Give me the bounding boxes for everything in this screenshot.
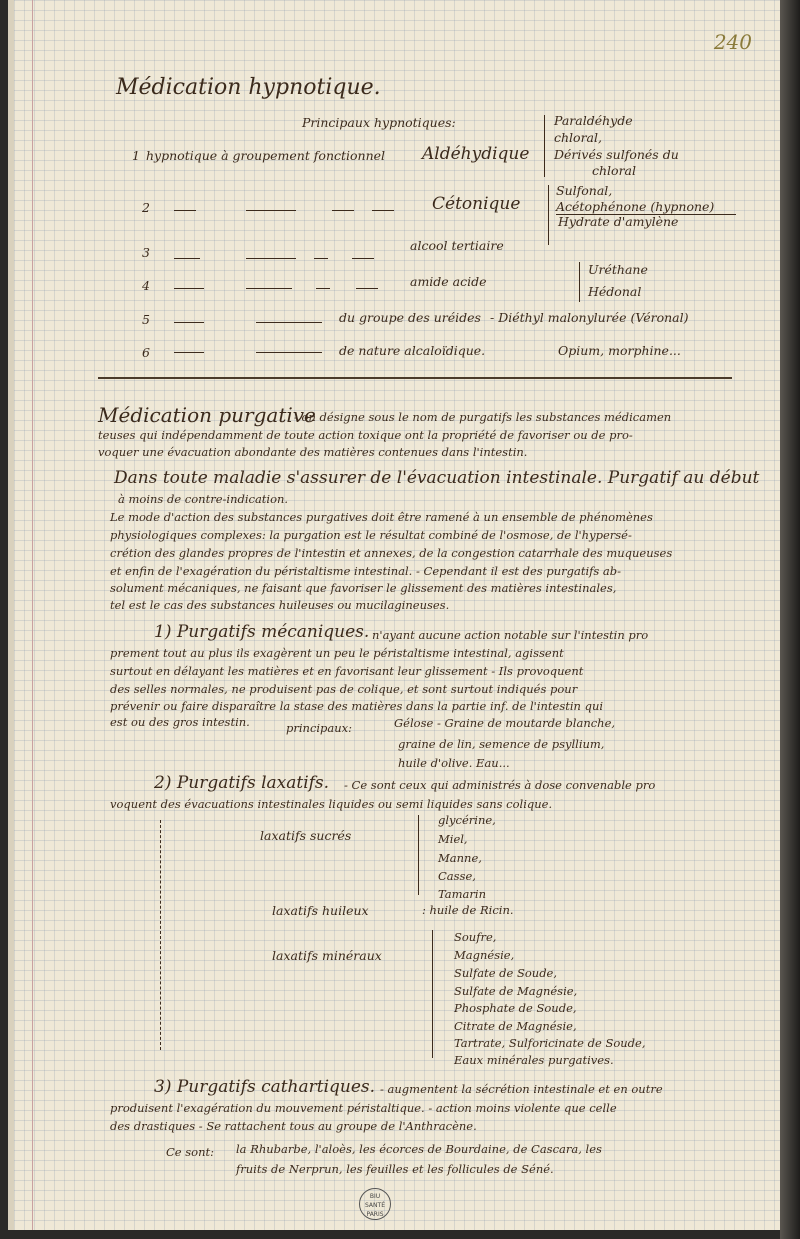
mech-line: des selles normales, ne produisent pas de colique, et sont surtout indiqués pour [110, 682, 578, 696]
brace [418, 815, 419, 895]
list-item: chloral [592, 163, 637, 178]
library-stamp: BIU SANTÉ PARIS [359, 1188, 391, 1220]
mode-line: physiologiques complexes: la purgation est le résultat combiné de l'osmose, de l'hypersé- [110, 528, 632, 542]
subsection-heading: 3) Purgatifs cathartiques. [154, 1077, 376, 1097]
row-text: de nature alcaloïdique. [339, 343, 486, 358]
mode-line: crétion des glandes propres de l'intestin et annexes, de la congestion catarrhale des muqueuses [110, 546, 673, 560]
category-label: laxatifs sucrés [260, 828, 352, 843]
list-item: Hydrate d'amylène [558, 214, 679, 229]
list-item: Casse, [438, 869, 476, 883]
list-item: Magnésie, [454, 948, 515, 962]
list-line: la Rhubarbe, l'aloès, les écorces de Bourdaine, de Cascara, les [236, 1142, 602, 1156]
margin-bracket [160, 820, 162, 1050]
principal-item: huile d'olive. Eau... [398, 756, 510, 770]
list-item: : huile de Ricin. [422, 903, 514, 917]
list-item: Sulfonal, [556, 183, 613, 198]
mech-line: surtout en délayant les matières et en favorisant leur glissement - Ils provoquent [110, 664, 584, 678]
ditto-dash [174, 352, 204, 353]
subsection-heading: 2) Purgatifs laxatifs. [154, 773, 330, 793]
rule-title: Dans toute maladie s'assurer de l'évacuation intestinale. Purgatif au début [114, 468, 760, 488]
mech-line: prévenir ou faire disparaître la stase des matières dans la partie inf. de l'intestin qui [110, 699, 604, 713]
list-item: Tamarin [438, 887, 486, 901]
mode-line: Le mode d'action des substances purgatives doit être ramené à un ensemble de phénomènes [110, 510, 653, 524]
cathartic-line: produisent l'exagération du mouvement péristaltique. - action moins violente que celle [110, 1101, 617, 1115]
mech-line: prement tout au plus ils exagèrent un peu le péristaltisme intestinal, agissent [110, 646, 564, 660]
intro-line: - on désigne sous le nom de purgatifs les substances médicamen [294, 410, 672, 424]
list-item: Sulfate de Soude, [454, 966, 558, 980]
list-item: Eaux minérales purgatives. [454, 1053, 614, 1067]
laxatif-line: voquent des évacuations intestinales liquides ou semi liquides sans colique. [110, 797, 553, 811]
list-item: chloral, [554, 130, 602, 145]
binding-spine [780, 0, 800, 1239]
ditto-dash [174, 258, 200, 259]
ditto-dash [174, 322, 204, 323]
list-item: Sulfate de Magnésie, [454, 984, 578, 998]
margin-line [32, 0, 33, 1230]
row-text: hypnotique à groupement fonctionnel [146, 148, 386, 163]
principal-hypnotics-label: Principaux hypnotiques: [302, 115, 456, 130]
list-item: Tartrate, Sulforicinate de Soude, [454, 1036, 646, 1050]
list-item: glycérine, [438, 813, 496, 827]
intro-line: voquer une évacuation abondante des matières contenues dans l'intestin. [98, 445, 528, 459]
ditto-dash [256, 322, 322, 323]
row-group: - Diéthyl malonylurée (Véronal) [490, 310, 689, 325]
ditto-dash [174, 288, 204, 289]
row-number: 5 [142, 312, 150, 327]
row-number: 2 [142, 200, 150, 215]
brace [544, 115, 545, 177]
row-number: 6 [142, 345, 150, 360]
row-number: 4 [142, 278, 150, 293]
principal-item: graine de lin, semence de psyllium, [398, 737, 605, 751]
list-item: Phosphate de Soude, [454, 1001, 577, 1015]
row-text: du groupe des uréides [339, 310, 481, 325]
cathartic-line: des drastiques - Se rattachent tous au groupe de l'Anthracène. [110, 1119, 477, 1133]
ditto-dash [372, 210, 394, 211]
row-group: Opium, morphine... [558, 343, 681, 358]
list-item: Dérivés sulfonés du [554, 147, 679, 162]
list-item: Hédonal [588, 284, 642, 299]
cathartic-line: - augmentent la sécrétion intestinale et en outre [380, 1082, 663, 1096]
brace [432, 930, 433, 1058]
row-number: 3 [142, 245, 150, 260]
rule-subtitle: à moins de contre-indication. [118, 492, 289, 506]
section-heading: Médication purgative [98, 403, 316, 427]
list-item: Miel, [438, 832, 468, 846]
ditto-dash [246, 258, 296, 259]
ditto-dash [352, 258, 374, 259]
ditto-dash [174, 210, 196, 211]
list-item: Paraldéhyde [554, 113, 633, 128]
category-label: laxatifs minéraux [272, 948, 382, 963]
brace [548, 185, 549, 245]
row-number: 1 [132, 148, 140, 163]
laxatif-line: - Ce sont ceux qui administrés à dose convenable pro [344, 778, 656, 792]
mode-line: tel est le cas des substances huileuses ou mucilagineuses. [110, 598, 450, 612]
list-item: Acétophénone (hypnone) [556, 199, 715, 214]
ditto-dash [332, 210, 354, 211]
page-title: Médication hypnotique. [116, 75, 381, 100]
ditto-dash [316, 288, 330, 289]
ditto-dash [314, 258, 328, 259]
section-divider [98, 377, 732, 379]
list-label: Ce sont: [166, 1145, 214, 1159]
principal-item: Gélose - Graine de moutarde blanche, [394, 716, 616, 730]
row-group: Aldéhydique [422, 144, 530, 164]
notebook-page [8, 0, 786, 1230]
category-label: laxatifs huileux [272, 903, 369, 918]
subsection-heading: 1) Purgatifs mécaniques. [154, 622, 370, 642]
row-group: Cétonique [432, 194, 521, 214]
row-group: amide acide [410, 274, 487, 289]
row-group: alcool tertiaire [410, 238, 504, 253]
list-item: Manne, [438, 851, 482, 865]
list-line: fruits de Nerprun, les feuilles et les follicules de Séné. [236, 1162, 554, 1176]
list-item: Soufre, [454, 930, 497, 944]
list-item: Citrate de Magnésie, [454, 1019, 577, 1033]
intro-line: teuses qui indépendamment de toute action toxique ont la propriété de favoriser ou de pro- [98, 428, 633, 442]
mode-line: et enfin de l'exagération du péristaltisme intestinal. - Cependant il est des purgatifs ab- [110, 564, 622, 578]
mech-line: n'ayant aucune action notable sur l'intestin pro [372, 628, 649, 642]
mech-line: est ou des gros intestin. [110, 715, 250, 729]
mode-line: solument mécaniques, ne faisant que favoriser le glissement des matières intestinales, [110, 581, 617, 595]
ditto-dash [246, 288, 292, 289]
ditto-dash [246, 210, 296, 211]
brace [579, 262, 580, 302]
list-item: Uréthane [588, 262, 648, 277]
principal-label: principaux: [286, 721, 353, 735]
ditto-dash [356, 288, 378, 289]
ditto-dash [256, 352, 322, 353]
folio-number: 240 [713, 30, 752, 54]
